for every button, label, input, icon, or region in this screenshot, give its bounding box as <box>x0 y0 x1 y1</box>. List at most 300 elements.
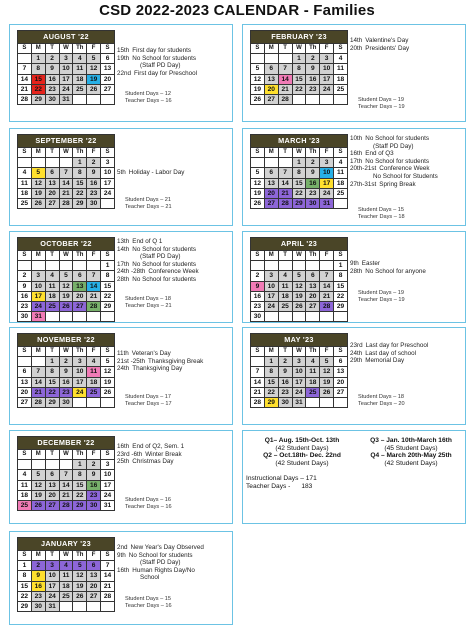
note-date: 2nd <box>117 544 128 551</box>
day-cell: 10 <box>45 571 59 581</box>
day-cell: 9 <box>306 64 320 74</box>
day-cell: 23 <box>87 188 101 198</box>
day-of-week-header: M <box>264 347 278 357</box>
month-panel-august <box>9 24 233 122</box>
day-cell: 28 <box>278 198 292 208</box>
day-counts <box>125 296 172 311</box>
day-cell: 21 <box>278 188 292 198</box>
day-of-week-header: F <box>320 44 334 54</box>
day-cell: 17 <box>320 74 334 84</box>
note-text: No School for Students <box>373 172 438 180</box>
q2-range: Q2 – Oct.18th- Dec. 22nd <box>263 452 341 460</box>
day-cell: 16 <box>18 291 32 301</box>
day-cell: 18 <box>334 178 348 188</box>
day-cell: 10 <box>320 168 334 178</box>
day-cell: 8 <box>73 470 87 480</box>
day-cell: 28 <box>101 591 115 601</box>
day-of-week-header: W <box>292 347 306 357</box>
day-of-week-header: F <box>320 347 334 357</box>
empty-cell <box>101 198 115 208</box>
empty-cell <box>18 158 32 168</box>
note-item <box>350 158 468 166</box>
day-counts <box>358 290 405 305</box>
note-item <box>350 165 468 173</box>
day-cell: 3 <box>320 54 334 64</box>
day-of-week-header: M <box>31 251 45 261</box>
day-cell: 24 <box>31 301 45 311</box>
day-cell: 28 <box>59 198 73 208</box>
student-days: Student Days – 15 <box>125 596 172 602</box>
day-cell: 14 <box>87 281 101 291</box>
day-cell: 3 <box>45 561 59 571</box>
day-cell: 18 <box>45 291 59 301</box>
empty-cell <box>45 460 59 470</box>
instructional-days: Instructional Days – 171 <box>246 475 317 483</box>
day-cell: 22 <box>292 188 306 198</box>
day-cell: 28 <box>31 397 45 407</box>
day-cell: 9 <box>251 281 265 291</box>
day-cell: 23 <box>278 387 292 397</box>
day-cell: 12 <box>320 367 334 377</box>
note-text: No School for students <box>132 54 196 62</box>
note-text: No School for students <box>365 135 429 142</box>
day-cell: 24 <box>320 84 334 94</box>
note-date: 23rd -6th <box>117 450 143 458</box>
day-cell: 6 <box>306 271 320 281</box>
note-date: 29th <box>350 357 363 365</box>
day-cell: 8 <box>45 367 59 377</box>
month-grid-december <box>17 436 115 511</box>
month-notes <box>117 443 235 466</box>
empty-cell <box>101 601 115 611</box>
day-counts <box>358 207 405 222</box>
day-cell: 16 <box>87 178 101 188</box>
day-of-week-header: Th <box>306 148 320 158</box>
month-name: AUGUST '22 <box>18 31 115 44</box>
q1-days: (42 Student Days) <box>275 444 329 452</box>
note-item <box>117 276 235 284</box>
note-date: 23rd <box>350 342 363 349</box>
note-text: Last day of school <box>365 349 417 357</box>
day-cell: 3 <box>292 357 306 367</box>
day-cell: 25 <box>87 387 101 397</box>
note-text: Holiday - Labor Day <box>128 169 185 176</box>
day-of-week-header: M <box>31 44 45 54</box>
day-cell: 30 <box>59 397 73 407</box>
empty-cell <box>264 54 278 64</box>
day-of-week-header: T <box>45 551 59 561</box>
empty-cell <box>251 54 265 64</box>
day-cell: 4 <box>334 54 348 64</box>
note-date: 25th <box>117 458 130 466</box>
day-cell: 21 <box>18 84 32 94</box>
day-of-week-header: M <box>31 347 45 357</box>
day-cell: 6 <box>45 168 59 178</box>
day-cell: 28 <box>59 500 73 510</box>
day-of-week-header: F <box>87 251 101 261</box>
day-cell: 22 <box>101 291 115 301</box>
note-text: Valentine's Day <box>365 37 409 44</box>
day-cell: 2 <box>306 54 320 64</box>
month-panel-february <box>242 24 466 122</box>
teacher-days: Teacher Days – 20 <box>358 401 405 408</box>
day-cell: 12 <box>73 571 87 581</box>
empty-cell <box>59 312 73 322</box>
day-cell: 10 <box>101 168 115 178</box>
note-text: End of Q2, Sem. 1 <box>132 443 185 450</box>
empty-cell <box>320 397 334 407</box>
student-days: Student Days – 21 <box>125 197 172 203</box>
day-cell: 11 <box>334 64 348 74</box>
teacher-days: Teacher Days – 18 <box>358 214 405 221</box>
day-of-week-header: M <box>264 251 278 261</box>
day-cell: 8 <box>292 64 306 74</box>
empty-cell <box>101 94 115 104</box>
day-cell: 7 <box>18 64 32 74</box>
month-panel-march <box>242 128 466 226</box>
month-notes <box>350 37 468 52</box>
day-cell: 13 <box>45 178 59 188</box>
q3-days: (45 Student Days) <box>384 444 438 452</box>
day-of-week-header: W <box>292 148 306 158</box>
empty-cell <box>87 94 101 104</box>
day-cell: 25 <box>334 188 348 198</box>
day-of-week-header: T <box>45 44 59 54</box>
day-cell: 6 <box>45 470 59 480</box>
day-cell: 27 <box>101 84 115 94</box>
day-cell: 30 <box>278 397 292 407</box>
day-cell: 19 <box>59 291 73 301</box>
note-date: 14th <box>117 245 130 253</box>
note-date: 11th <box>117 350 129 357</box>
day-cell: 6 <box>87 561 101 571</box>
day-cell: 22 <box>292 84 306 94</box>
empty-cell <box>292 94 306 104</box>
day-cell: 23 <box>87 490 101 500</box>
note-date: 28th <box>117 275 130 283</box>
day-cell: 15 <box>101 281 115 291</box>
note-item <box>117 567 235 575</box>
day-counts <box>125 197 172 212</box>
day-cell: 25 <box>306 387 320 397</box>
day-cell: 10 <box>292 367 306 377</box>
day-cell: 14 <box>278 74 292 84</box>
day-cell: 17 <box>45 581 59 591</box>
day-cell: 2 <box>45 54 59 64</box>
day-cell: 15 <box>73 178 87 188</box>
day-cell: 21 <box>87 291 101 301</box>
day-cell: 18 <box>278 291 292 301</box>
day-cell: 2 <box>306 158 320 168</box>
note-text: Veteran's Day <box>131 350 171 357</box>
day-cell: 31 <box>292 397 306 407</box>
empty-cell <box>18 54 32 64</box>
empty-cell <box>278 54 292 64</box>
note-item <box>350 350 468 358</box>
day-cell: 29 <box>45 397 59 407</box>
day-cell: 6 <box>18 367 32 377</box>
empty-cell <box>334 198 348 208</box>
empty-cell <box>306 94 320 104</box>
day-of-week-header: W <box>59 148 73 158</box>
day-of-week-header: W <box>292 251 306 261</box>
day-cell: 9 <box>59 367 73 377</box>
note-text: No School for students <box>128 551 193 559</box>
student-days: Student Days – 17 <box>125 394 172 400</box>
day-cell: 12 <box>59 281 73 291</box>
day-cell: 9 <box>306 168 320 178</box>
day-of-week-header: Th <box>73 347 87 357</box>
empty-cell <box>264 312 278 322</box>
day-cell: 6 <box>264 168 278 178</box>
empty-cell <box>101 397 115 407</box>
day-cell: 20 <box>45 490 59 500</box>
day-cell: 30 <box>306 198 320 208</box>
day-cell: 4 <box>59 561 73 571</box>
day-of-week-header: S <box>251 347 265 357</box>
day-cell: 2 <box>87 460 101 470</box>
note-text: Last day for Preschool <box>365 342 429 349</box>
day-cell: 14 <box>251 377 265 387</box>
day-of-week-header: Th <box>73 148 87 158</box>
day-cell: 16 <box>45 74 59 84</box>
day-cell: 24 <box>292 387 306 397</box>
day-cell: 12 <box>31 480 45 490</box>
day-cell: 16 <box>306 178 320 188</box>
day-of-week-header: T <box>278 251 292 261</box>
month-name: FEBRUARY '23 <box>251 31 348 44</box>
day-cell: 31 <box>59 94 73 104</box>
day-cell: 28 <box>87 301 101 311</box>
day-of-week-header: S <box>18 347 32 357</box>
day-cell: 18 <box>87 377 101 387</box>
day-cell: 1 <box>73 460 87 470</box>
day-cell: 11 <box>59 571 73 581</box>
day-cell: 19 <box>31 490 45 500</box>
note-date: 20th-21st <box>350 165 377 173</box>
empty-cell <box>320 312 334 322</box>
month-panel-may <box>242 327 466 425</box>
day-of-week-header: S <box>334 44 348 54</box>
note-item <box>117 350 235 358</box>
day-of-week-header: S <box>101 551 115 561</box>
day-of-week-header: S <box>251 44 265 54</box>
day-cell: 26 <box>251 198 265 208</box>
day-cell: 18 <box>18 188 32 198</box>
month-panel-november <box>9 327 233 425</box>
teacher-days: Teacher Days – 17 <box>125 401 172 408</box>
note-item <box>350 181 468 189</box>
note-text: Thanksgiving Break <box>148 357 204 365</box>
day-of-week-header: W <box>59 347 73 357</box>
empty-cell <box>87 601 101 611</box>
empty-cell <box>334 312 348 322</box>
day-cell: 21 <box>320 291 334 301</box>
empty-cell <box>306 397 320 407</box>
note-text: New Year's Day Observed <box>130 544 204 551</box>
day-cell: 1 <box>292 54 306 64</box>
day-of-week-header: T <box>45 450 59 460</box>
empty-cell <box>334 94 348 104</box>
day-cell: 8 <box>334 271 348 281</box>
q4-days: (42 Student Days) <box>384 459 438 467</box>
empty-cell <box>251 261 265 271</box>
day-cell: 8 <box>264 367 278 377</box>
day-cell: 15 <box>292 178 306 188</box>
empty-cell <box>306 312 320 322</box>
day-cell: 17 <box>292 377 306 387</box>
teacher-days: Teacher Days – 21 <box>125 204 172 211</box>
day-cell: 19 <box>251 188 265 198</box>
day-cell: 11 <box>73 64 87 74</box>
day-cell: 26 <box>73 591 87 601</box>
day-cell: 4 <box>334 158 348 168</box>
day-cell: 23 <box>306 188 320 198</box>
note-date: 16th <box>117 566 130 574</box>
day-cell: 28 <box>320 301 334 311</box>
day-cell: 31 <box>45 601 59 611</box>
empty-cell <box>73 312 87 322</box>
day-cell: 4 <box>306 357 320 367</box>
day-cell: 31 <box>31 312 45 322</box>
empty-cell <box>73 94 87 104</box>
note-item <box>117 458 235 466</box>
day-cell: 3 <box>320 158 334 168</box>
day-cell: 16 <box>278 377 292 387</box>
day-cell: 3 <box>101 158 115 168</box>
day-of-week-header: S <box>334 347 348 357</box>
day-cell: 6 <box>264 64 278 74</box>
day-of-week-header: M <box>31 148 45 158</box>
note-date: 27th-31st <box>350 180 377 188</box>
note-date: 5th <box>117 169 126 176</box>
month-grid-april <box>250 237 348 322</box>
day-of-week-header: S <box>251 251 265 261</box>
day-cell: 22 <box>73 188 87 198</box>
teacher-days: Teacher Days – 16 <box>125 603 172 610</box>
month-grid-september <box>17 134 115 209</box>
day-cell: 26 <box>251 94 265 104</box>
teacher-days: Teacher Days – 16 <box>125 98 172 105</box>
empty-cell <box>45 261 59 271</box>
day-cell: 3 <box>264 271 278 281</box>
day-cell: 22 <box>18 591 32 601</box>
day-cell: 8 <box>73 168 87 178</box>
day-cell: 13 <box>306 281 320 291</box>
day-cell: 25 <box>18 198 32 208</box>
note-date: 24th <box>117 365 130 373</box>
empty-cell <box>292 261 306 271</box>
day-cell: 13 <box>87 571 101 581</box>
summary-panel <box>242 430 466 524</box>
day-cell: 27 <box>73 301 87 311</box>
day-cell: 26 <box>31 500 45 510</box>
day-cell: 12 <box>101 367 115 377</box>
note-item <box>117 559 235 567</box>
note-date <box>350 143 370 151</box>
day-cell: 11 <box>87 367 101 377</box>
note-item <box>117 268 235 276</box>
day-cell: 16 <box>59 377 73 387</box>
day-cell: 14 <box>59 480 73 490</box>
day-cell: 10 <box>31 281 45 291</box>
day-cell: 2 <box>18 271 32 281</box>
note-text: Thanksgiving Day <box>132 365 183 373</box>
day-cell: 30 <box>87 198 101 208</box>
day-of-week-header: M <box>264 148 278 158</box>
day-cell: 20 <box>18 387 32 397</box>
day-counts <box>125 91 172 106</box>
day-cell: 20 <box>264 84 278 94</box>
note-date <box>117 253 137 261</box>
teacher-days: Teacher Days – 16 <box>125 504 172 511</box>
day-cell: 18 <box>73 74 87 84</box>
day-cell: 17 <box>73 377 87 387</box>
empty-cell <box>251 357 265 367</box>
day-cell: 24 <box>101 188 115 198</box>
day-cell: 16 <box>31 581 45 591</box>
day-cell: 20 <box>73 291 87 301</box>
day-cell: 19 <box>73 581 87 591</box>
day-counts <box>125 394 172 409</box>
day-of-week-header: W <box>59 251 73 261</box>
month-grid-november <box>17 333 115 408</box>
day-cell: 10 <box>59 64 73 74</box>
day-cell: 10 <box>320 64 334 74</box>
student-days: Student Days – 15 <box>358 207 405 213</box>
day-cell: 22 <box>45 387 59 397</box>
day-cell: 9 <box>45 64 59 74</box>
day-cell: 5 <box>31 168 45 178</box>
day-cell: 17 <box>31 291 45 301</box>
day-cell: 23 <box>45 84 59 94</box>
day-cell: 7 <box>31 367 45 377</box>
note-item <box>350 173 468 181</box>
empty-cell <box>264 158 278 168</box>
note-date: 9th <box>117 551 126 559</box>
day-of-week-header: F <box>87 450 101 460</box>
day-of-week-header: Th <box>306 347 320 357</box>
day-cell: 13 <box>45 480 59 490</box>
day-of-week-header: Th <box>306 44 320 54</box>
note-date: 10th <box>350 135 363 142</box>
day-cell: 8 <box>18 571 32 581</box>
day-cell: 24 <box>264 301 278 311</box>
day-cell: 15 <box>31 74 45 84</box>
day-of-week-header: M <box>264 44 278 54</box>
month-grid-august <box>17 30 115 105</box>
month-grid-january <box>17 537 115 612</box>
day-cell: 7 <box>278 168 292 178</box>
day-of-week-header: S <box>101 347 115 357</box>
empty-cell <box>45 312 59 322</box>
day-cell: 1 <box>334 261 348 271</box>
day-cell: 8 <box>292 168 306 178</box>
note-text: Spring Break <box>379 180 416 188</box>
empty-cell <box>278 312 292 322</box>
note-date: 16th <box>117 443 130 450</box>
day-of-week-header: W <box>59 44 73 54</box>
empty-cell <box>278 261 292 271</box>
day-cell: 5 <box>320 357 334 367</box>
note-date: 24th -28th <box>117 268 146 276</box>
day-cell: 19 <box>320 377 334 387</box>
note-date: 15th <box>117 47 130 54</box>
day-cell: 25 <box>59 591 73 601</box>
day-cell: 2 <box>59 357 73 367</box>
day-of-week-header: T <box>278 347 292 357</box>
day-cell: 7 <box>278 64 292 74</box>
